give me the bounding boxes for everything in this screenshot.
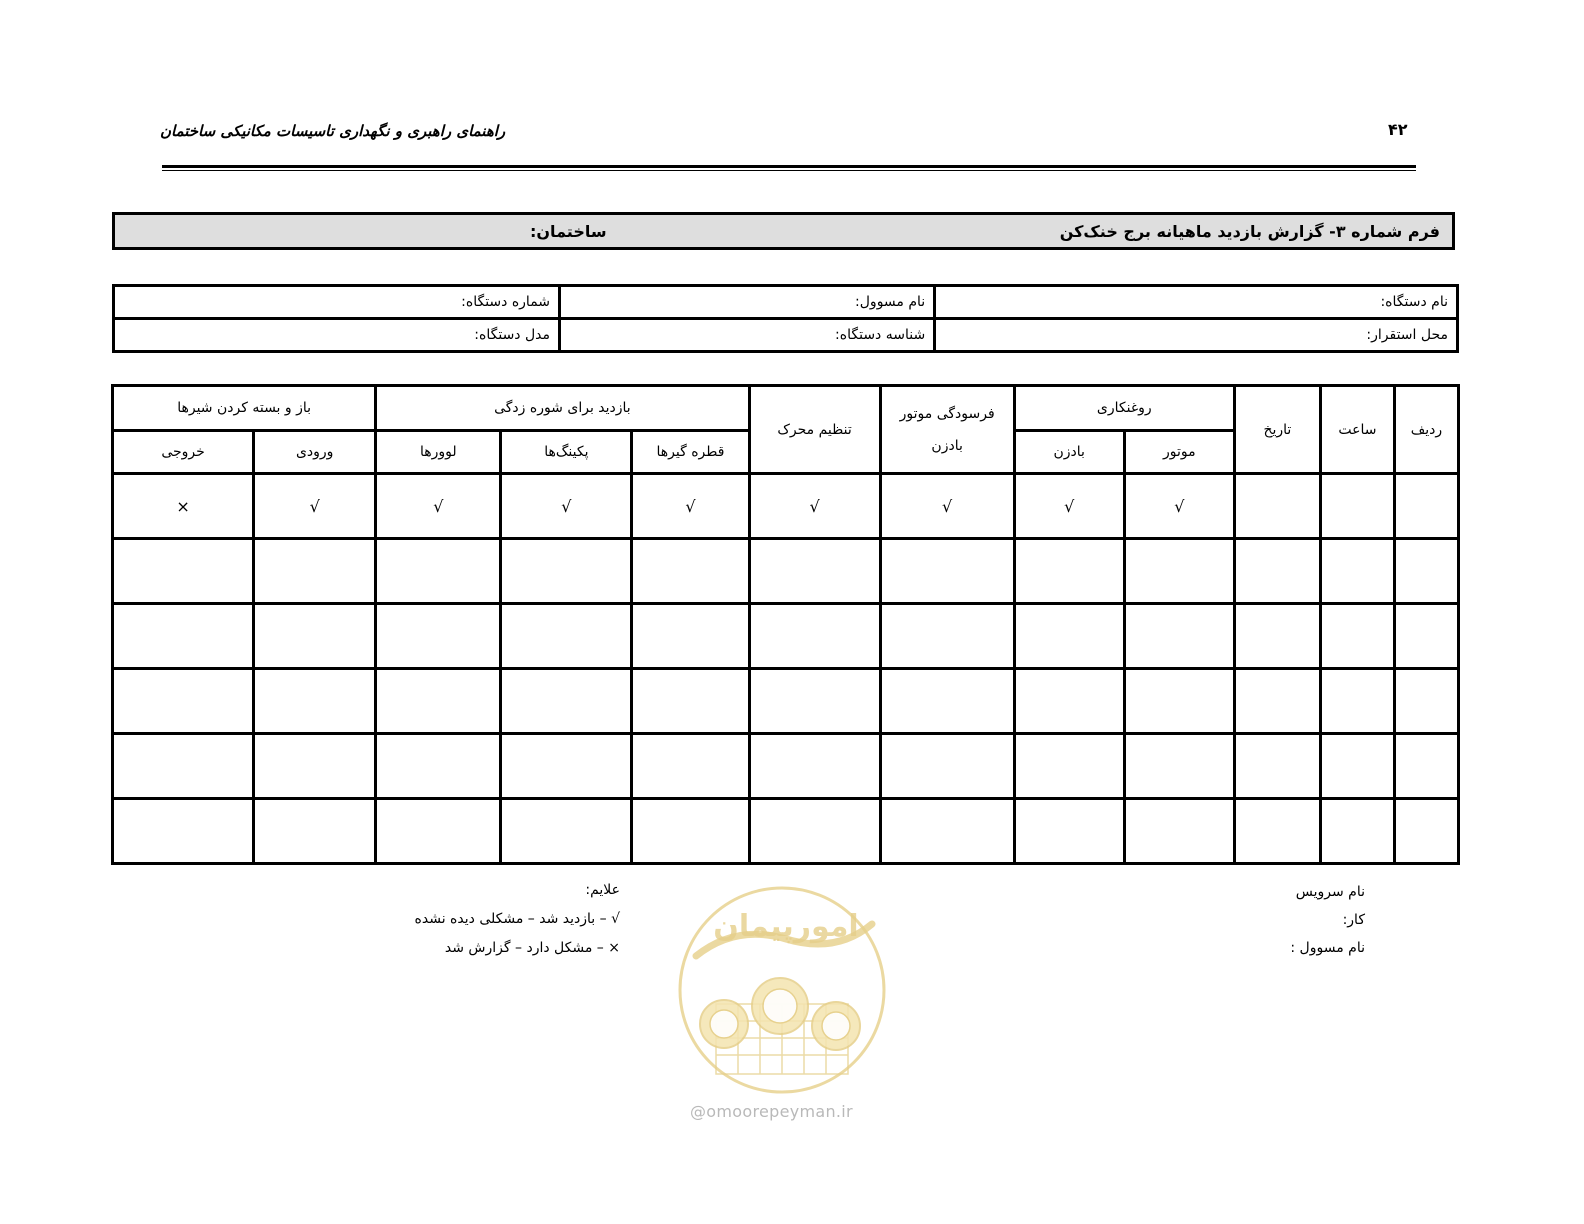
col-fan-motor-wear: [880, 386, 1014, 474]
col-fan-motor-wear-label: فرسودگی موتور بادزن: [899, 405, 995, 454]
cell-packings[interactable]: [501, 734, 632, 799]
table-row: [113, 539, 1459, 604]
watermark-website: @omoorepeyman.ir: [690, 1102, 853, 1121]
book-title: راهنمای راهبری و نگهداری تاسیسات مکانیکی ساختمان: [160, 122, 506, 140]
cell-louvers[interactable]: [376, 669, 501, 734]
cell-lube-fan[interactable]: [1014, 734, 1124, 799]
cell-valve-outlet[interactable]: [113, 539, 254, 604]
col-lubrication: روغنکاری: [1014, 386, 1234, 431]
col-valve-outlet: خروجی: [113, 431, 254, 474]
cell-lube-fan[interactable]: √: [1014, 474, 1124, 539]
col-drift-eliminators: قطره گیرها: [632, 431, 749, 474]
col-valves: باز و بسته کردن شیرها: [113, 386, 376, 431]
device-model-field[interactable]: مدل دستگاه:: [114, 319, 560, 352]
col-time: ساعت: [1320, 386, 1394, 474]
cell-lube-motor[interactable]: [1124, 734, 1234, 799]
cell-fan-motor-wear[interactable]: √: [880, 474, 1014, 539]
cell-drift-eliminators[interactable]: [632, 539, 749, 604]
cell-time[interactable]: [1320, 539, 1394, 604]
legend-problem: × – مشکل دارد – گزارش شد: [444, 940, 620, 956]
cell-drift-eliminators[interactable]: √: [632, 474, 749, 539]
cell-row[interactable]: [1394, 799, 1458, 864]
cell-row[interactable]: [1394, 604, 1458, 669]
responsible-label: نام مسوول :: [1290, 940, 1365, 956]
cell-lube-motor[interactable]: [1124, 604, 1234, 669]
cell-valve-inlet[interactable]: [254, 734, 376, 799]
cell-time[interactable]: [1320, 474, 1394, 539]
col-date: تاریخ: [1234, 386, 1320, 474]
col-row: ردیف: [1394, 386, 1458, 474]
watermark-logo: [676, 884, 888, 1096]
device-name-field[interactable]: نام دستگاه:: [935, 286, 1458, 319]
cell-date[interactable]: [1234, 734, 1320, 799]
cell-row[interactable]: [1394, 539, 1458, 604]
cell-drift-eliminators[interactable]: [632, 734, 749, 799]
header-rule: [162, 165, 1416, 168]
col-lubrication-motor: موتور: [1124, 431, 1234, 474]
cell-row[interactable]: [1394, 669, 1458, 734]
service-info: [1270, 878, 1365, 962]
table-row: [113, 734, 1459, 799]
cell-lube-motor[interactable]: [1124, 669, 1234, 734]
cell-fan-motor-wear[interactable]: [880, 734, 1014, 799]
cell-date[interactable]: [1234, 539, 1320, 604]
cell-valve-outlet[interactable]: [113, 604, 254, 669]
cell-louvers[interactable]: [376, 734, 501, 799]
col-scale-inspection: بازدید برای شوره زدگی: [376, 386, 749, 431]
cell-louvers[interactable]: [376, 604, 501, 669]
cell-valve-inlet[interactable]: [254, 539, 376, 604]
cell-valve-outlet[interactable]: [113, 669, 254, 734]
cell-drive-adjust[interactable]: [749, 539, 880, 604]
cell-date[interactable]: [1234, 474, 1320, 539]
cell-packings[interactable]: √: [501, 474, 632, 539]
cell-valve-inlet[interactable]: [254, 799, 376, 864]
cell-valve-outlet[interactable]: ×: [113, 474, 254, 539]
col-packings: پکینگ‌ها: [501, 431, 632, 474]
table-row: [113, 604, 1459, 669]
cell-lube-fan[interactable]: [1014, 669, 1124, 734]
cell-louvers[interactable]: √: [376, 474, 501, 539]
table-row: [113, 669, 1459, 734]
cell-valve-outlet[interactable]: [113, 734, 254, 799]
responsible-name-field[interactable]: نام مسوول:: [560, 286, 935, 319]
col-lubrication-fan: بادزن: [1014, 431, 1124, 474]
col-valve-inlet: ورودی: [254, 431, 376, 474]
cell-fan-motor-wear[interactable]: [880, 669, 1014, 734]
cell-lube-motor[interactable]: √: [1124, 474, 1234, 539]
cell-fan-motor-wear[interactable]: [880, 799, 1014, 864]
table-row: [113, 799, 1459, 864]
device-id-field[interactable]: شناسه دستگاه:: [560, 319, 935, 352]
col-drive-adjust: تنظیم محرک: [749, 386, 880, 474]
cell-time[interactable]: [1320, 669, 1394, 734]
cell-date[interactable]: [1234, 669, 1320, 734]
cell-drive-adjust[interactable]: [749, 669, 880, 734]
cell-lube-fan[interactable]: [1014, 799, 1124, 864]
col-louvers: لوورها: [376, 431, 501, 474]
cell-row[interactable]: [1394, 734, 1458, 799]
cell-packings[interactable]: [501, 799, 632, 864]
cell-drift-eliminators[interactable]: [632, 669, 749, 734]
inspection-table: [111, 384, 1460, 865]
cell-drift-eliminators[interactable]: [632, 604, 749, 669]
cell-lube-fan[interactable]: [1014, 604, 1124, 669]
page-number: ۴۲: [1388, 120, 1408, 139]
cell-packings[interactable]: [501, 604, 632, 669]
cell-packings[interactable]: [501, 669, 632, 734]
cell-drive-adjust[interactable]: [749, 799, 880, 864]
cell-drive-adjust[interactable]: [749, 604, 880, 669]
watermark-logo-text: امورپیمان: [713, 909, 859, 944]
device-info-table: [112, 284, 1459, 353]
cell-date[interactable]: [1234, 799, 1320, 864]
cell-lube-motor[interactable]: [1124, 539, 1234, 604]
device-number-field[interactable]: شماره دستگاه:: [114, 286, 560, 319]
service-provider-label: نام سرویس کار:: [1295, 884, 1365, 928]
cell-valve-inlet[interactable]: √: [254, 474, 376, 539]
cell-lube-motor[interactable]: [1124, 799, 1234, 864]
cell-date[interactable]: [1234, 604, 1320, 669]
table-row: [113, 474, 1459, 539]
location-field[interactable]: محل استقرار:: [935, 319, 1458, 352]
legend-title: علایم:: [585, 882, 620, 898]
cell-time[interactable]: [1320, 734, 1394, 799]
cell-row[interactable]: [1394, 474, 1458, 539]
cell-fan-motor-wear[interactable]: [880, 539, 1014, 604]
cell-lube-fan[interactable]: [1014, 539, 1124, 604]
legend: [400, 876, 620, 963]
cell-louvers[interactable]: [376, 539, 501, 604]
form-title: فرم شماره ۳- گزارش بازدید ماهیانه برج خنک‌کن: [1059, 222, 1440, 241]
cell-drive-adjust[interactable]: [749, 734, 880, 799]
cell-packings[interactable]: [501, 539, 632, 604]
form-title-bar: [112, 212, 1455, 250]
cell-fan-motor-wear[interactable]: [880, 604, 1014, 669]
cell-time[interactable]: [1320, 604, 1394, 669]
header-rule-thin: [162, 170, 1416, 171]
legend-ok: √ – بازدید شد – مشکلی دیده نشده: [414, 911, 620, 927]
cell-louvers[interactable]: [376, 799, 501, 864]
cell-valve-inlet[interactable]: [254, 604, 376, 669]
cell-drive-adjust[interactable]: √: [749, 474, 880, 539]
cell-time[interactable]: [1320, 799, 1394, 864]
cell-valve-outlet[interactable]: [113, 799, 254, 864]
building-label: ساختمان:: [530, 222, 607, 241]
inspection-rows: [113, 474, 1459, 864]
cell-drift-eliminators[interactable]: [632, 799, 749, 864]
cell-valve-inlet[interactable]: [254, 669, 376, 734]
